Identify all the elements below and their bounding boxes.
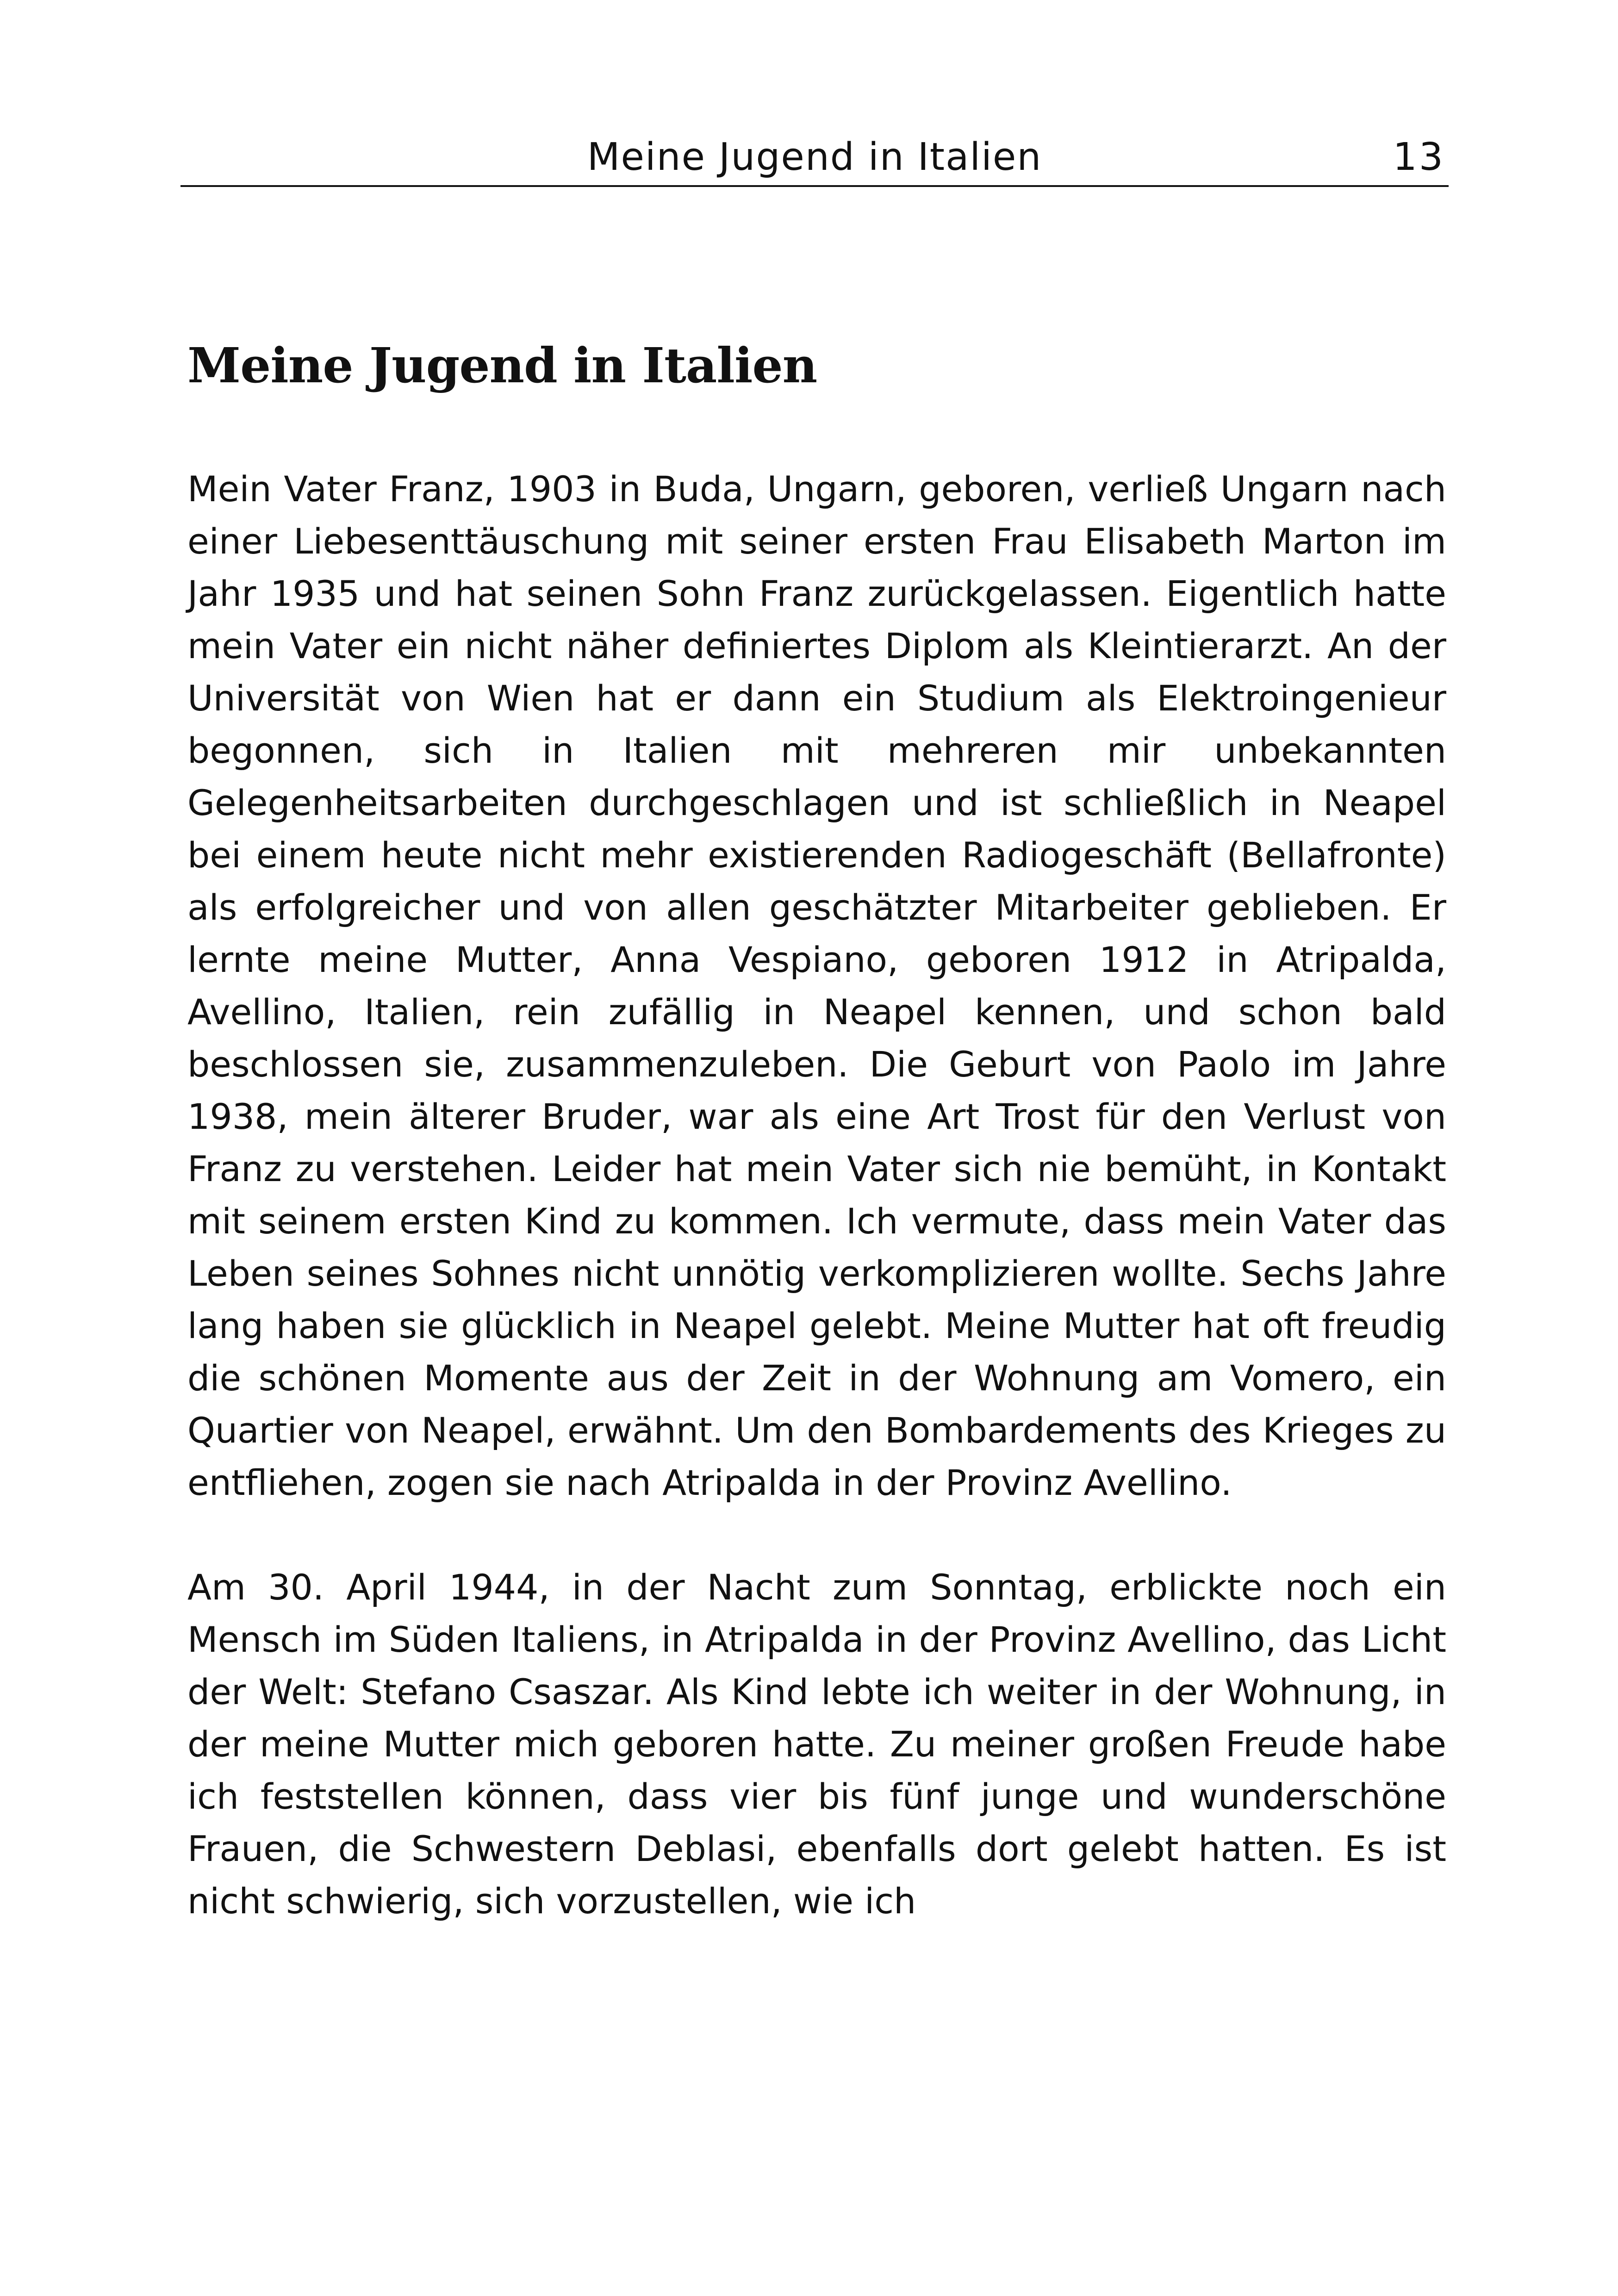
running-header <box>180 130 1449 187</box>
paragraph: Am 30. April 1944, in der Nacht zum Sonntag, erblickte noch ein Mensch im Süden Italiens, in Atripalda in der Provinz Avellino, das Licht der Welt: Stefano Csaszar. Als Kind lebte ich weiter in der Wohnung, in der meine Mutter mich geboren hatte. Zu meiner großen Freude habe ich feststellen können, dass vier bis fünf junge und wunderschöne Frauen, die Schwestern Deblasi, ebenfalls dort gelebt hatten. Es ist nicht schwierig, sich vorzustellen, wie ich <box>187 1567 1446 1922</box>
body-text <box>187 463 1446 1927</box>
paragraph: Mein Vater Franz, 1903 in Buda, Ungarn, geboren, verließ Ungarn nach einer Liebesenttäuschung mit seiner ersten Frau Elisabeth Marton im Jahr 1935 und hat seinen Sohn Franz zurückgelassen. Eigentlich hatte mein Vater ein nicht näher definiertes Diplom als Kleintierarzt. An der Universität von Wien hat er dann ein Studium als Elektroingenieur begonnen, sich in Italien mit mehreren mir unbekannten Gelegenheitsarbeiten durchgeschlagen und ist schließlich in Neapel bei einem heute nicht mehr existierenden Radiogeschäft (Bellafronte) als erfolgreicher und von allen geschätzter Mitarbeiter geblieben. Er lernte meine Mutter, Anna Vespiano, geboren 1912 in Atripalda, Avellino, Italien, rein zufällig in Neapel kennen, und schon bald beschlossen sie, zusammenzuleben. Die Geburt von Paolo im Jahre 1938, mein älterer Bruder, war als eine Art Trost für den Verlust von Franz zu verstehen. Leider hat mein Vater sich nie bemüht, in Kontakt mit seinem ersten Kind zu kommen. Ich vermute, dass mein Vater das Leben seines Sohnes nicht unnötig verkomplizieren wollte. Sechs Jahre lang haben sie glücklich in Neapel gelebt. Meine Mutter hat oft freudig die schönen Momente aus der Zeit in der Wohnung am Vomero, ein Quartier von Neapel, erwähnt. Um den Bombardements des Krieges zu entfliehen, zogen sie nach Atripalda in der Provinz Avellino. <box>187 468 1446 1503</box>
page-number: 13 <box>1393 135 1445 179</box>
running-title: Meine Jugend in Italien <box>587 135 1042 179</box>
chapter-title: Meine Jugend in Italien <box>187 337 817 394</box>
